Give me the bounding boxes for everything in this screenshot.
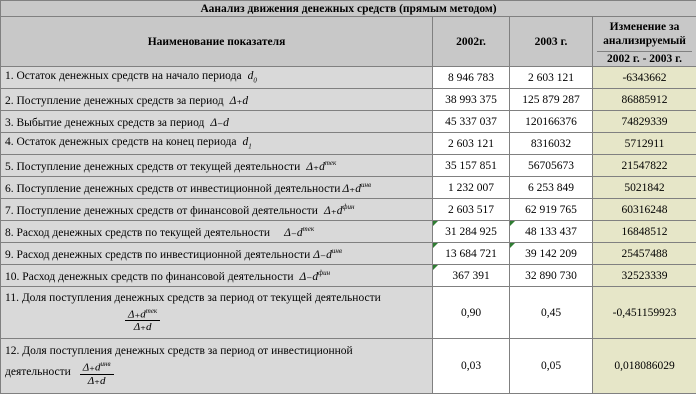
symbol-text: d [247, 70, 254, 83]
fraction-denominator: Δ₊d [87, 374, 106, 387]
symbol-superscript: инв [331, 246, 342, 255]
formula-symbol [300, 269, 331, 283]
formula-symbol [306, 159, 336, 173]
row-label-text: 9. Расход денежных средств по инвестиционной деятельности [5, 248, 311, 261]
row-label-text: 10. Расход денежных средств по финансовой деятельности [5, 270, 294, 283]
row-label [1, 67, 433, 89]
value-2002: 13 684 721 [433, 243, 510, 265]
row-label [1, 221, 433, 243]
symbol-superscript: тек [324, 158, 337, 167]
row-label [1, 243, 433, 265]
numerator-superscript: инв [100, 360, 111, 369]
table-row [1, 155, 696, 177]
header-name: Наименование показателя [1, 17, 433, 67]
formula-symbol [342, 181, 371, 195]
row-label-text: 3. Выбытие денежных средств за период [5, 116, 205, 129]
symbol-text: d [242, 136, 249, 149]
row-label-text: 8. Расход денежных средств по текущей деятельности [5, 226, 271, 239]
formula-symbol: Δ₊d [229, 94, 249, 107]
row-label [1, 339, 433, 394]
value-change: 32523339 [593, 265, 696, 287]
table-row [1, 89, 696, 111]
row-label-text: 1. Остаток денежных средств на начало периода [5, 70, 242, 83]
formula-symbol [313, 247, 342, 261]
formula-fraction [5, 305, 428, 334]
row-label [1, 177, 433, 199]
symbol-subscript: 0 [253, 76, 257, 85]
table-row [1, 177, 696, 199]
value-2002: 35 157 851 [433, 155, 510, 177]
value-2002: 45 337 037 [433, 111, 510, 133]
table-title: Аанализ движения денежных средств (прямым методом) [1, 1, 696, 17]
row-label [1, 155, 433, 177]
numerator-text: Δ₊d [128, 308, 146, 321]
value-change: 21547822 [593, 155, 696, 177]
value-2003: 0,05 [510, 339, 593, 394]
value-2003: 32 890 730 [510, 265, 593, 287]
value-2002: 8 946 783 [433, 67, 510, 89]
value-change: -0,451159923 [593, 287, 696, 339]
value-2003: 8316032 [510, 133, 593, 155]
row-label [1, 199, 433, 221]
fraction-numerator [80, 358, 114, 375]
value-2003: 6 253 849 [510, 177, 593, 199]
value-2003: 125 879 287 [510, 89, 593, 111]
row-label-text: 2. Поступление денежных средств за период [5, 94, 224, 107]
fraction-numerator [125, 305, 160, 322]
value-2003: 2 603 121 [510, 67, 593, 89]
formula-symbol: Δ₋d [210, 116, 229, 129]
row-label [1, 111, 433, 133]
value-2002: 0,90 [433, 287, 510, 339]
table-row [1, 265, 696, 287]
header-change [593, 17, 696, 67]
value-2002: 2 603 517 [433, 199, 510, 221]
row-label-text: 5. Поступление денежных средств от текущей деятельности [5, 160, 301, 173]
table-row [1, 221, 696, 243]
value-change: 5021842 [593, 177, 696, 199]
row-label-text: 6. Поступление денежных средств от инвестиционной деятельности [5, 182, 341, 195]
value-change: -6343662 [593, 67, 696, 89]
table-row [1, 339, 696, 394]
value-2002: 2 603 121 [433, 133, 510, 155]
fraction-denominator: Δ₊d [133, 321, 152, 334]
header-2003: 2003 г. [510, 17, 593, 67]
value-2002: 38 993 375 [433, 89, 510, 111]
table-row [1, 67, 696, 89]
header-change-period: 2002 г. - 2003 г. [597, 51, 692, 66]
row-label-text: 11. Доля поступления денежных средств за период от текущей деятельности [5, 291, 381, 304]
value-change: 60316248 [593, 199, 696, 221]
symbol-text: Δ₋d [284, 226, 303, 239]
numerator-superscript: тек [145, 306, 158, 315]
table-title-row [1, 1, 696, 17]
symbol-superscript: фин [318, 268, 331, 277]
value-2003: 56705673 [510, 155, 593, 177]
table-row [1, 243, 696, 265]
value-change: 74829339 [593, 111, 696, 133]
header-2002: 2002г. [433, 17, 510, 67]
table-row [1, 133, 696, 155]
table-row [1, 287, 696, 339]
value-2002: 31 284 925 [433, 221, 510, 243]
header-change-label: Изменение за анализируемый [603, 20, 686, 47]
row-label [1, 265, 433, 287]
value-2002: 367 391 [433, 265, 510, 287]
symbol-text: Δ₋d [299, 270, 319, 283]
symbol-superscript: тек [302, 224, 315, 233]
symbol-text: Δ₊d [306, 160, 325, 173]
value-change: 25457488 [593, 243, 696, 265]
row-label-text: 7. Поступление денежных средств от финансовой деятельности [5, 204, 318, 217]
value-2002: 0,03 [433, 339, 510, 394]
value-2003: 62 919 765 [510, 199, 593, 221]
value-2003: 0,45 [510, 287, 593, 339]
symbol-subscript: 1 [248, 142, 252, 151]
numerator-text: Δ₊d [82, 361, 101, 374]
row-label [1, 89, 433, 111]
header-row [1, 17, 696, 67]
value-2003: 120166376 [510, 111, 593, 133]
table-row [1, 199, 696, 221]
value-change: 16848512 [593, 221, 696, 243]
symbol-text: Δ₋d [313, 248, 332, 261]
value-change: 5712911 [593, 133, 696, 155]
row-label-text: 4. Остаток денежных средств на конец периода [5, 136, 237, 149]
row-label-text-cont: деятельности [5, 366, 71, 378]
table-row [1, 111, 696, 133]
row-label-text: 12. Доля поступления денежных средств за период от инвестиционной [5, 345, 353, 358]
value-change: 86885912 [593, 89, 696, 111]
fraction [125, 305, 160, 334]
value-2002: 1 232 007 [433, 177, 510, 199]
symbol-text: Δ₊d [323, 204, 343, 217]
formula-symbol [284, 225, 314, 239]
formula-symbol [324, 203, 355, 217]
symbol-superscript: фин [342, 202, 355, 211]
formula-fraction [80, 358, 114, 387]
value-2003: 39 142 209 [510, 243, 593, 265]
value-change: 0,018086029 [593, 339, 696, 394]
row-label [1, 133, 433, 155]
symbol-superscript: инв [361, 180, 372, 189]
formula-symbol [242, 136, 251, 150]
value-2003: 48 133 437 [510, 221, 593, 243]
row-label [1, 287, 433, 339]
formula-symbol [248, 70, 257, 84]
symbol-text: Δ₊d [342, 182, 362, 195]
